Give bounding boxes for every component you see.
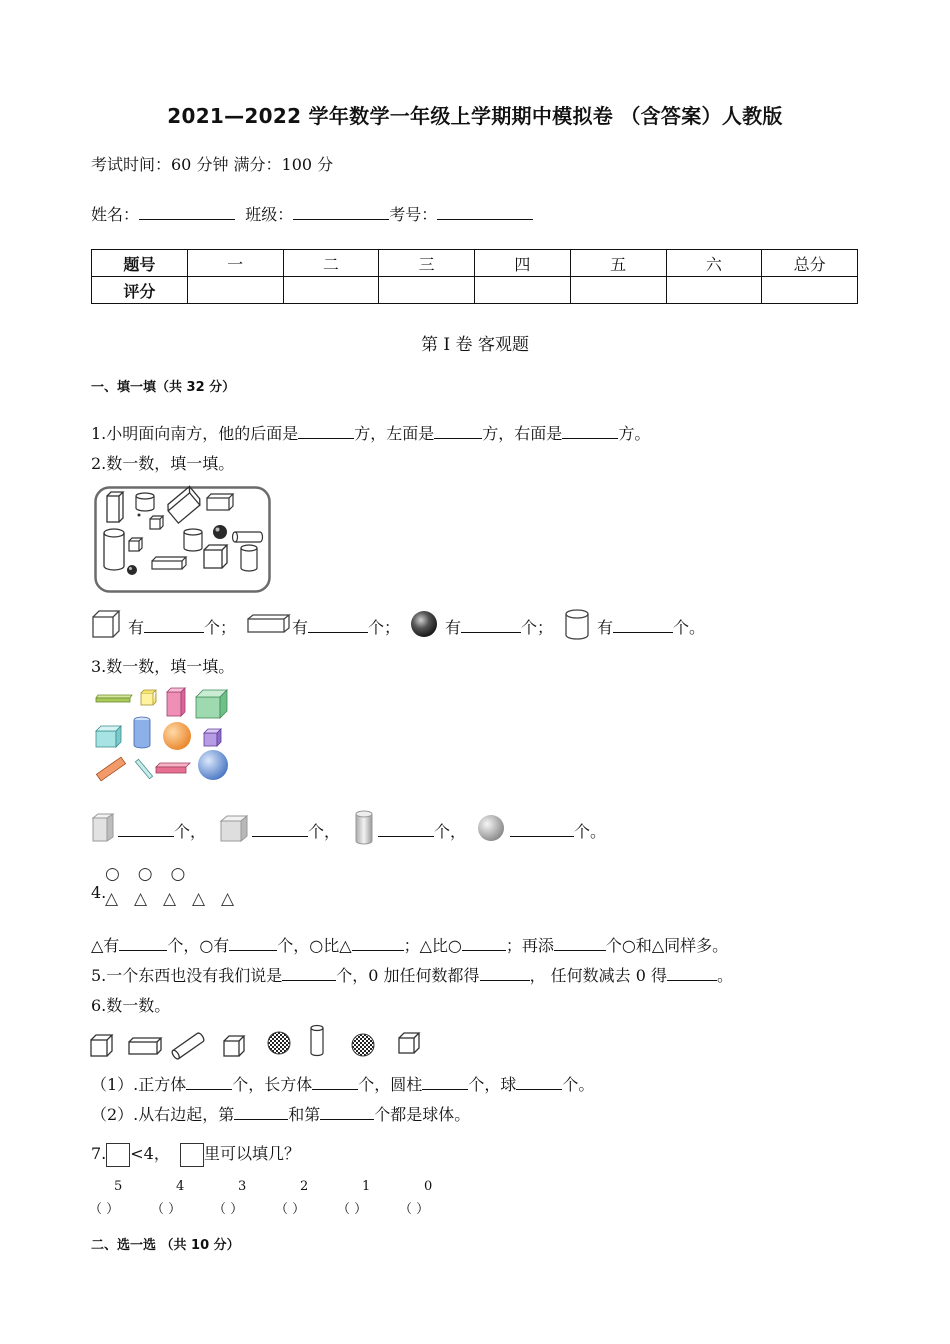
q7-option-paren[interactable]: （ ）: [89, 1202, 120, 1217]
q7-option-label: 4: [176, 1179, 185, 1194]
q2-text: 有: [128, 618, 145, 637]
q6-blank-pos-2[interactable]: [320, 1105, 374, 1120]
q6-blank-ball[interactable]: [516, 1075, 562, 1090]
q6-blank-cube[interactable]: [186, 1075, 232, 1090]
question-5: [91, 963, 733, 986]
q2-shapes-figure: [94, 486, 272, 594]
q7-box-symbol: [180, 1143, 204, 1167]
score-header-cell: 一: [187, 250, 283, 277]
q2-text: 有: [597, 618, 614, 637]
q7-option-label: 0: [424, 1179, 433, 1194]
score-header-cell: 三: [379, 250, 475, 277]
q6-text: （1）.正方体: [91, 1075, 187, 1094]
q2-answer-2: [292, 615, 400, 638]
score-table: [91, 249, 858, 304]
q4-number: 4.: [91, 883, 107, 902]
q2-blank-cube[interactable]: [144, 618, 204, 633]
prism-icon: [92, 813, 116, 843]
q2-text: 个；: [204, 618, 237, 637]
q4-blank-2[interactable]: [229, 936, 277, 951]
q7-number: 7.: [91, 1144, 107, 1163]
cube-icon: [92, 610, 122, 638]
q2-text: 有: [445, 618, 462, 637]
score-header-cell: 二: [283, 250, 379, 277]
q7-option-label: 1: [362, 1179, 371, 1194]
q7-option-label: 2: [300, 1179, 309, 1194]
q5-blank-3[interactable]: [667, 966, 717, 981]
q6-blank-cuboid[interactable]: [312, 1075, 358, 1090]
score-header-cell: 六: [666, 250, 762, 277]
q7-answer-box[interactable]: [106, 1143, 130, 1167]
question-1: [91, 421, 650, 444]
q4-text: 个，○比△: [277, 936, 352, 955]
q7-option-label: 5: [114, 1179, 123, 1194]
cuboid-icon: [247, 614, 291, 634]
ball-icon: [477, 814, 507, 842]
q3-blank-cylinder[interactable]: [378, 822, 434, 837]
q2-answer-3: [445, 615, 553, 638]
q3-blank-cube[interactable]: [252, 822, 308, 837]
q7-text: <4，: [130, 1144, 170, 1163]
q5-blank-1[interactable]: [282, 966, 336, 981]
q7-option-label: 3: [238, 1179, 247, 1194]
q6-shapes-row: [90, 1024, 430, 1060]
q5-text: 个，0 加任何数都得: [336, 966, 480, 985]
q3-text: 个，: [434, 822, 467, 841]
q1-text: 方。: [618, 424, 651, 443]
score-header-cell: 题号: [92, 250, 188, 277]
cylinder-icon: [354, 810, 376, 846]
q4-circles-row: ○ ○ ○: [105, 864, 192, 884]
question-4-line: [91, 933, 728, 956]
question-3-stem: 3.数一数，填一填。: [91, 657, 235, 676]
q4-blank-4[interactable]: [462, 936, 506, 951]
q4-blank-1[interactable]: [119, 936, 167, 951]
q3-blank-ball[interactable]: [510, 822, 574, 837]
q7-text: 里可以填几？: [204, 1144, 301, 1163]
q5-text: ， 任何数减去 0 得: [529, 966, 668, 985]
q1-text: 1.小明面向南方，他的后面是: [91, 424, 299, 443]
q4-text: 个○和△同样多。: [605, 936, 729, 955]
q7-option-paren[interactable]: （ ）: [399, 1202, 430, 1217]
q3-answer-3: [378, 819, 466, 842]
score-cell[interactable]: [570, 277, 666, 304]
score-cell[interactable]: [475, 277, 571, 304]
q4-text: 个，○有: [167, 936, 230, 955]
q2-text: 个。: [673, 618, 706, 637]
score-cell[interactable]: [666, 277, 762, 304]
q4-text: ；再添: [505, 936, 554, 955]
q4-text: ；△比○: [403, 936, 462, 955]
q1-blank-1[interactable]: [298, 424, 354, 439]
q3-colored-shapes-figure: [94, 687, 234, 783]
q2-text: 个；: [521, 618, 554, 637]
q5-blank-2[interactable]: [480, 966, 530, 981]
q2-blank-cuboid[interactable]: [308, 618, 368, 633]
q6-text: 个，球: [468, 1075, 517, 1094]
q7-option-paren[interactable]: （ ）: [213, 1202, 244, 1217]
q6-text: （2）.从右边起，第: [91, 1105, 235, 1124]
q6-text: 个。: [562, 1075, 595, 1094]
question-6-stem: 6.数一数。: [91, 996, 171, 1015]
part1-title: 第 I 卷 客观题: [421, 335, 529, 355]
q3-text: 个，: [174, 822, 207, 841]
score-table-header-row: [92, 250, 858, 277]
q7-option-paren[interactable]: （ ）: [275, 1202, 306, 1217]
score-header-cell: 五: [570, 250, 666, 277]
q6-text: 个，长方体: [232, 1075, 313, 1094]
q2-text: 有: [292, 618, 309, 637]
score-cell[interactable]: [187, 277, 283, 304]
q4-blank-5[interactable]: [554, 936, 606, 951]
section2-title: 二、选一选 （共 10 分）: [91, 1238, 240, 1253]
q2-blank-ball[interactable]: [461, 618, 521, 633]
q6-blank-pos-1[interactable]: [234, 1105, 288, 1120]
question-6-sub1: [91, 1072, 594, 1095]
section1-title: 一、填一填（共 32 分）: [91, 380, 236, 395]
q3-answer-2: [252, 819, 340, 842]
q2-blank-cylinder[interactable]: [613, 618, 673, 633]
number-label: 考号：: [389, 205, 438, 224]
q1-blank-3[interactable]: [562, 424, 618, 439]
q6-blank-cylinder[interactable]: [422, 1075, 468, 1090]
class-field[interactable]: [293, 205, 389, 220]
question-2-stem: 2.数一数，填一填。: [91, 454, 235, 473]
q5-text: 5.一个东西也没有我们说是: [91, 966, 283, 985]
score-cell[interactable]: [762, 277, 858, 304]
cylinder-icon: [564, 609, 592, 641]
q3-blank-prism[interactable]: [118, 822, 174, 837]
page-title: 2021—2022 学年数学一年级上学期期中模拟卷 （含答案）人教版: [167, 104, 783, 128]
name-label: 姓名：: [91, 205, 140, 224]
name-field[interactable]: [139, 205, 235, 220]
q4-blank-3[interactable]: [352, 936, 404, 951]
cube-icon: [220, 815, 252, 843]
q2-answer-1: [128, 615, 236, 638]
class-label: 班级：: [245, 205, 294, 224]
score-cell[interactable]: [283, 277, 379, 304]
q3-text: 个。: [574, 822, 607, 841]
score-cell[interactable]: [379, 277, 475, 304]
q3-answer-1: [118, 819, 206, 842]
q6-text: 和第: [288, 1105, 321, 1124]
number-field[interactable]: [437, 205, 533, 220]
q5-text: 。: [717, 966, 734, 985]
q2-text: 个；: [368, 618, 401, 637]
q7-option-paren[interactable]: （ ）: [337, 1202, 368, 1217]
exam-info: 考试时间：60 分钟 满分：100 分: [91, 155, 334, 174]
q2-answer-4: [597, 615, 705, 638]
q6-text: 个都是球体。: [374, 1105, 471, 1124]
question-7: [91, 1141, 300, 1167]
score-row-label: 评分: [92, 277, 188, 304]
q3-text: 个，: [308, 822, 341, 841]
q1-text: 方，右面是: [482, 424, 563, 443]
score-header-cell: 四: [475, 250, 571, 277]
q6-text: 个，圆柱: [358, 1075, 423, 1094]
q1-blank-2[interactable]: [434, 424, 482, 439]
q1-text: 方，左面是: [354, 424, 435, 443]
score-table-score-row: [92, 277, 858, 304]
question-6-sub2: [91, 1102, 470, 1125]
ball-icon: [410, 610, 440, 640]
q7-option-paren[interactable]: （ ）: [151, 1202, 182, 1217]
q4-text: △有: [91, 936, 120, 955]
q3-answer-4: [510, 819, 606, 842]
q4-triangles-row: △ △ △ △ △: [105, 889, 240, 909]
student-info: [91, 202, 533, 225]
score-header-cell: 总分: [762, 250, 858, 277]
